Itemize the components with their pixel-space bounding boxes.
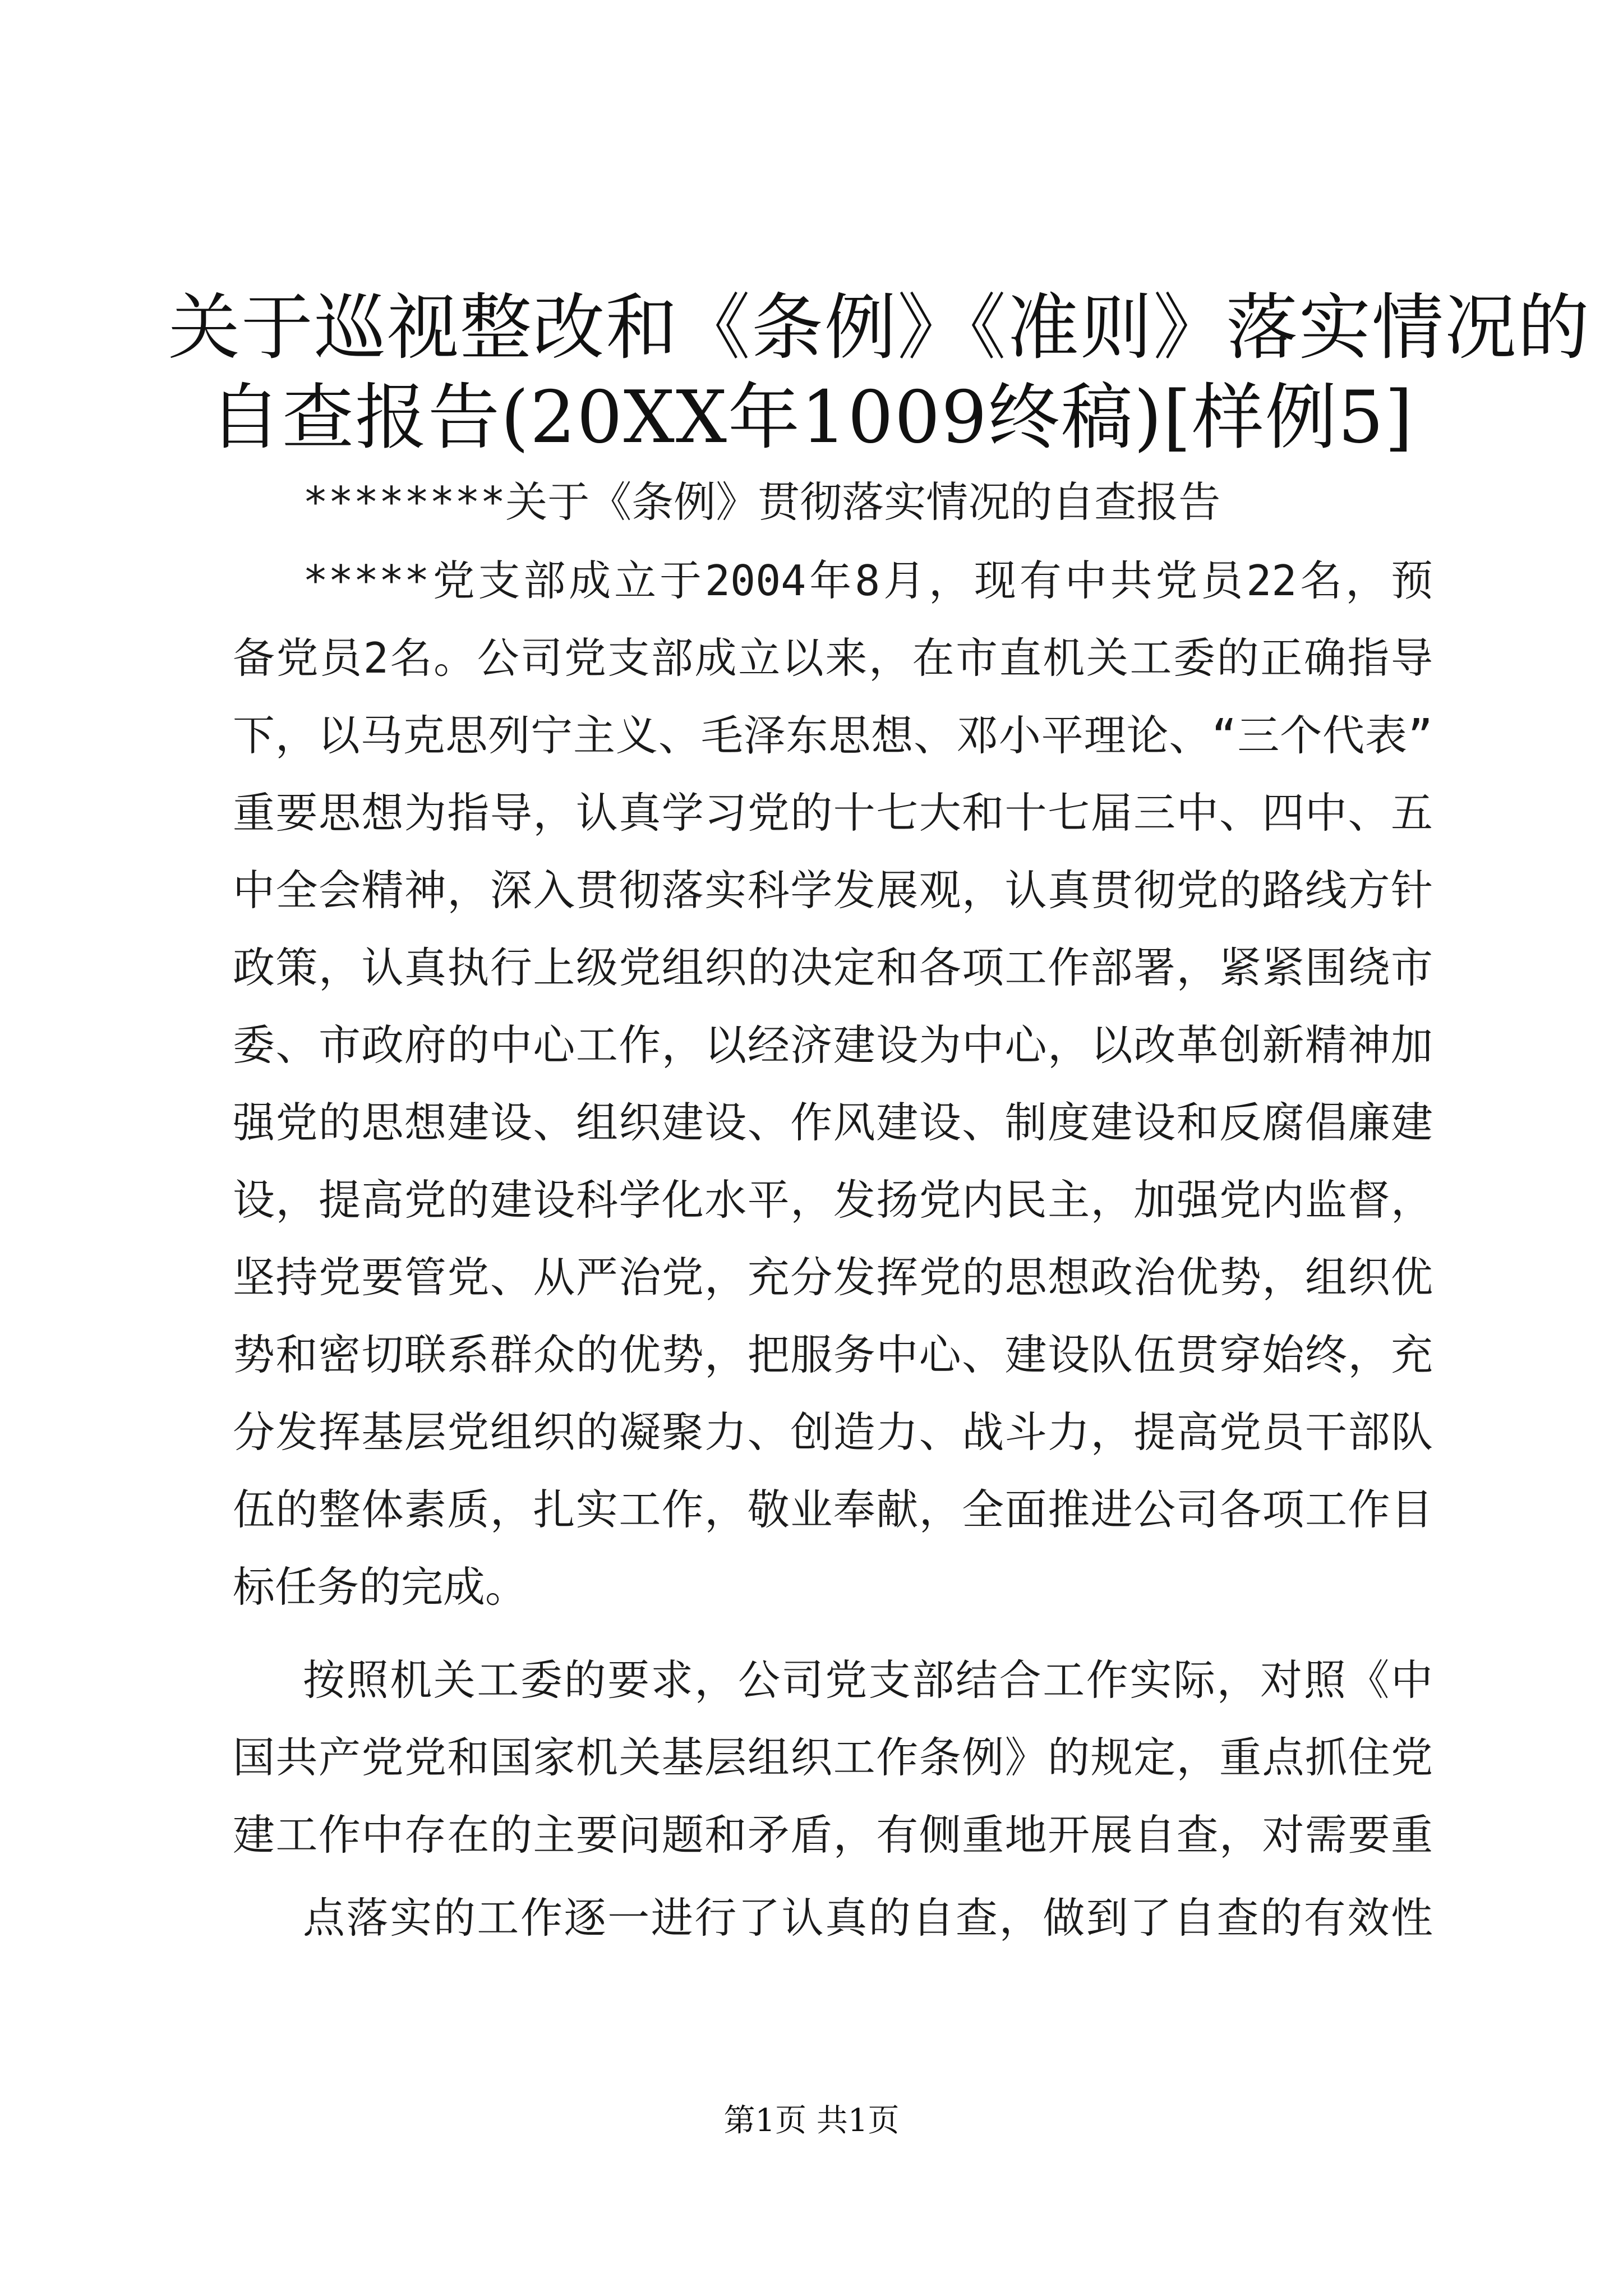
paragraph-2-line: 国共产党党和国家机关基层组织工作条例》的规定，重点抓住党 — [233, 1733, 1433, 1782]
paragraph-1-line: 下，以马克思列宁主义、毛泽东思想、邓小平理论、“三个代表” — [233, 711, 1433, 760]
page-footer: 第1页 共1页 — [723, 2102, 900, 2139]
paragraph-2-line: 按照机关工委的要求，公司党支部结合工作实际，对照《中 — [303, 1655, 1433, 1705]
paragraph-2-line: 建工作中存在的主要问题和矛盾，有侧重地开展自查，对需要重 — [233, 1810, 1433, 1860]
paragraph-2-line: 点落实的工作逐一进行了认真的自查，做到了自查的有效性 — [303, 1893, 1433, 1943]
paragraph-1-line: 中全会精神，深入贯彻落实科学发展观，认真贯彻党的路线方针 — [233, 866, 1433, 915]
paragraph-1-line: 委、市政府的中心工作，以经济建设为中心，以改革创新精神加 — [233, 1020, 1433, 1070]
document-title-line-1: 关于巡视整改和《条例》《准则》落实情况的 — [168, 286, 1591, 370]
paragraph-1-line: 政策，认真执行上级党组织的决定和各项工作部署，紧紧围绕市 — [233, 943, 1433, 992]
paragraph-1-line: 伍的整体素质，扎实工作，敬业奉献，全面推进公司各项工作目 — [233, 1485, 1433, 1534]
paragraph-1-line: 强党的思想建设、组织建设、作风建设、制度建设和反腐倡廉建 — [233, 1098, 1433, 1147]
paragraph-1-line: 坚持党要管党、从严治党，充分发挥党的思想政治优势，组织优 — [233, 1253, 1433, 1302]
document-title-line-2: 自查报告(20XX年1009终稿)[样例5] — [209, 376, 1414, 459]
paragraph-1-line: 设，提高党的建设科学化水平，发扬党内民主，加强党内监督， — [233, 1175, 1433, 1225]
paragraph-1-line: 重要思想为指导，认真学习党的十七大和十七届三中、四中、五 — [233, 788, 1433, 838]
document-subtitle: ********关于《条例》贯彻落实情况的自查报告 — [303, 477, 1221, 527]
paragraph-1-line: 分发挥基层党组织的凝聚力、创造力、战斗力，提高党员干部队 — [233, 1407, 1433, 1457]
paragraph-1-line: *****党支部成立于2004年8月，现有中共党员22名，预 — [303, 556, 1433, 605]
paragraph-1-line: 备党员2名。公司党支部成立以来，在市直机关工委的正确指导 — [233, 633, 1433, 683]
paragraph-1-line: 标任务的完成。 — [233, 1562, 528, 1612]
paragraph-1-line: 势和密切联系群众的优势，把服务中心、建设队伍贯穿始终，充 — [233, 1330, 1433, 1379]
